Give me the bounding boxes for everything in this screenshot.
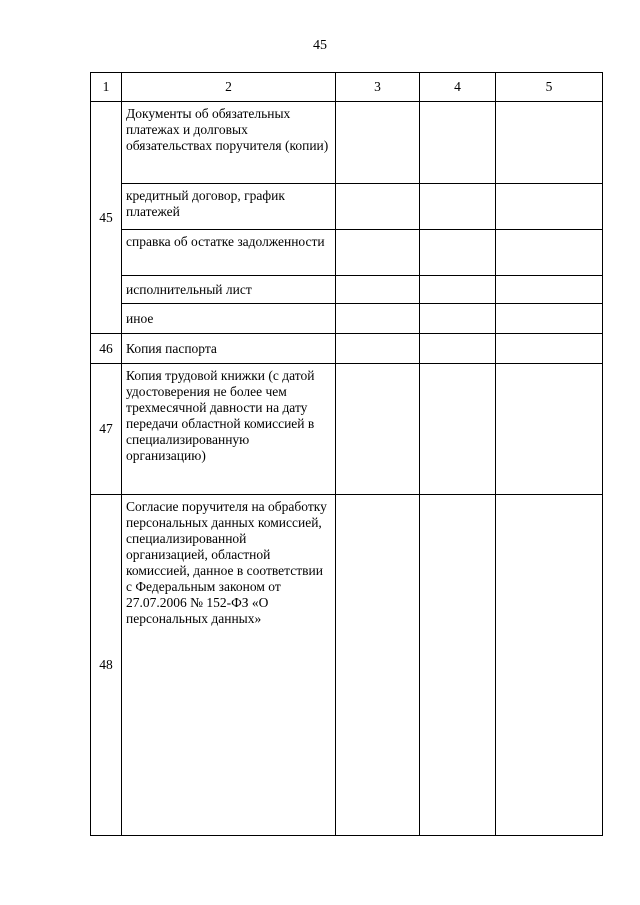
- table-cell: [420, 304, 496, 334]
- table-cell: [420, 102, 496, 184]
- column-header-2: 2: [122, 73, 336, 102]
- table-cell: [496, 364, 603, 495]
- row-number-45: 45: [91, 102, 122, 334]
- table-cell: [496, 102, 603, 184]
- column-header-4: 4: [420, 73, 496, 102]
- table-row: [91, 276, 603, 304]
- document-table: [90, 72, 603, 836]
- row-number-47: 47: [91, 364, 122, 495]
- table-row: [91, 495, 603, 836]
- table-cell: [336, 364, 420, 495]
- table-cell: [496, 334, 603, 364]
- row-number-46: 46: [91, 334, 122, 364]
- row-48-text: Согласие поручителя на обработку персональных данных комиссией, специализированной организацией, областной комиссией, данное в соответствии с Федеральным законом от 27.07.2006 № 152-ФЗ «О персональных данных»: [122, 495, 336, 836]
- table-cell: [496, 304, 603, 334]
- table-row: [91, 230, 603, 276]
- row-45-item-writ: исполнительный лист: [122, 276, 336, 304]
- table-cell: [496, 495, 603, 836]
- table-header-row: [91, 73, 603, 102]
- table-cell: [420, 276, 496, 304]
- table-row: [91, 102, 603, 184]
- row-46-text: Копия паспорта: [122, 334, 336, 364]
- table-cell: [420, 495, 496, 836]
- table-cell: [336, 230, 420, 276]
- column-header-5: 5: [496, 73, 603, 102]
- table-cell: [420, 230, 496, 276]
- table-cell: [336, 495, 420, 836]
- table-cell: [496, 230, 603, 276]
- table-cell: [336, 276, 420, 304]
- table-cell: [496, 184, 603, 230]
- row-45-item-documents: Документы об обязательных платежах и долговых обязательствах поручителя (копии): [122, 102, 336, 184]
- table-cell: [420, 334, 496, 364]
- table-cell: [336, 184, 420, 230]
- row-45-item-debt-statement: справка об остатке задолженности: [122, 230, 336, 276]
- row-number-48: 48: [91, 495, 122, 836]
- table-row: [91, 334, 603, 364]
- table-cell: [336, 304, 420, 334]
- table-cell: [420, 184, 496, 230]
- table-cell: [496, 276, 603, 304]
- page-number: 45: [313, 38, 327, 53]
- table-row: [91, 364, 603, 495]
- table-row: [91, 304, 603, 334]
- table-row: [91, 184, 603, 230]
- column-header-3: 3: [336, 73, 420, 102]
- row-47-text: Копия трудовой книжки (с датой удостоверения не более чем трехмесячной давности на дату передачи областной комиссией в специализированную организацию): [122, 364, 336, 495]
- table-cell: [336, 102, 420, 184]
- row-45-item-credit-agreement: кредитный договор, график платежей: [122, 184, 336, 230]
- row-45-item-other: иное: [122, 304, 336, 334]
- table-cell: [420, 364, 496, 495]
- table-cell: [336, 334, 420, 364]
- column-header-1: 1: [91, 73, 122, 102]
